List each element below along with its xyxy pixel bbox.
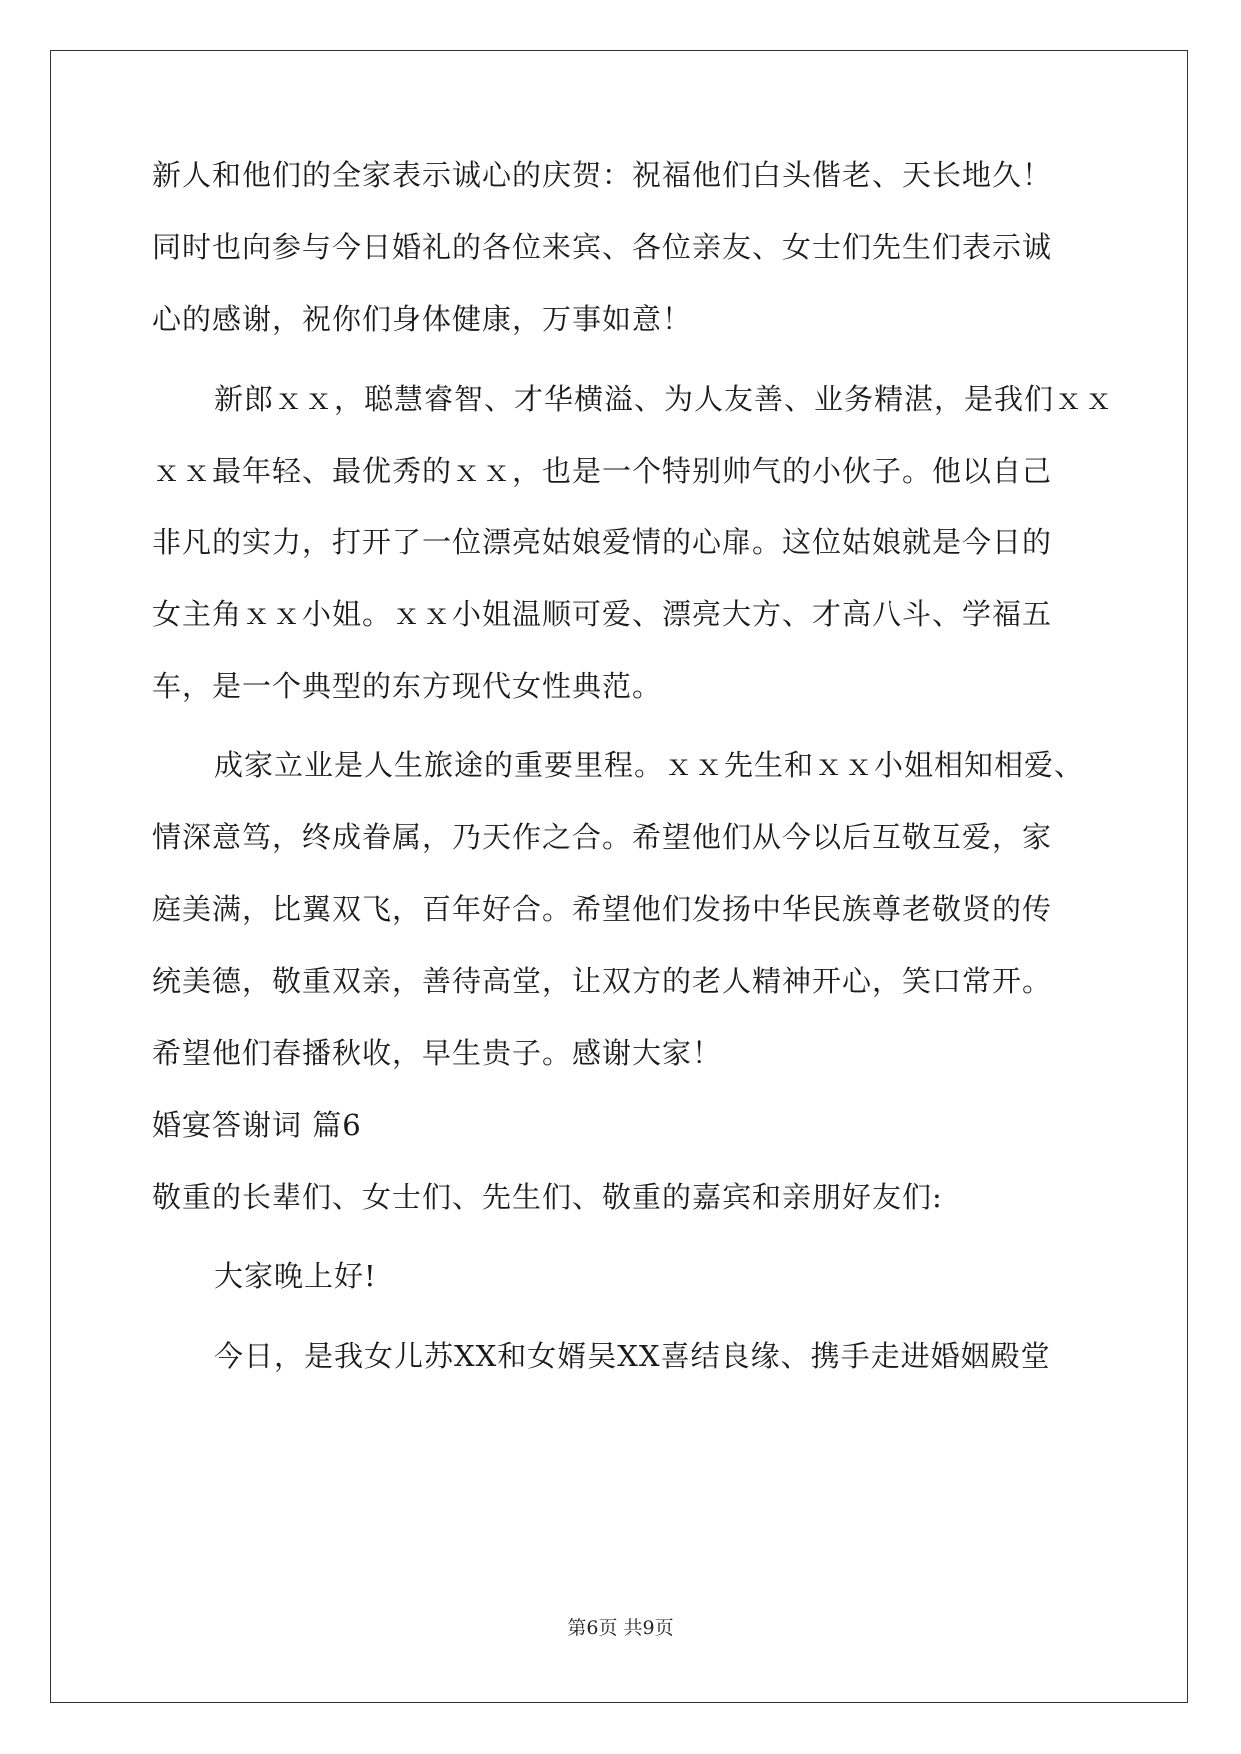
page-number: 第6页 共9页 [567, 1617, 674, 1639]
text-line: 新郎ｘｘ，聪慧睿智、才华横溢、为人友善、业务精湛，是我们ｘｘ [214, 382, 1115, 416]
text-line: 希望他们春播秋收，早生贵子。感谢大家！ [152, 1036, 723, 1070]
text-line: 情深意笃，终成眷属，乃天作之合。希望他们从今以后互敬互爱，家 [152, 820, 1053, 854]
text-line: 非凡的实力，打开了一位漂亮姑娘爱情的心扉。这位姑娘就是今日的 [152, 525, 1053, 559]
text-line: 今日，是我女儿苏XX和女婿吴XX喜结良缘、携手走进婚姻殿堂 [214, 1339, 1051, 1373]
text-line: 统美德，敬重双亲，善待高堂，让双方的老人精神开心，笑口常开。 [152, 964, 1053, 998]
page-border [50, 50, 1188, 1703]
text-line: ｘｘ最年轻、最优秀的ｘｘ，也是一个特别帅气的小伙子。他以自己 [152, 454, 1053, 488]
text-line: 成家立业是人生旅途的重要里程。ｘｘ先生和ｘｘ小姐相知相爱、 [214, 748, 1085, 782]
text-line: 同时也向参与今日婚礼的各位来宾、各位亲友、女士们先生们表示诚 [152, 230, 1053, 264]
text-line: 新人和他们的全家表示诚心的庆贺：祝福他们白头偕老、天长地久！ [152, 158, 1053, 192]
text-line: 心的感谢，祝你们身体健康，万事如意！ [152, 302, 693, 336]
text-line: 大家晚上好! [214, 1259, 377, 1293]
text-line: 敬重的长辈们、女士们、先生们、敬重的嘉宾和亲朋好友们: [152, 1180, 943, 1214]
text-line: 庭美满，比翼双飞，百年好合。希望他们发扬中华民族尊老敬贤的传 [152, 892, 1053, 926]
section-heading: 婚宴答谢词 篇6 [152, 1108, 362, 1142]
text-line: 女主角ｘｘ小姐。ｘｘ小姐温顺可爱、漂亮大方、才高八斗、学福五 [152, 597, 1053, 631]
text-line: 车，是一个典型的东方现代女性典范。 [152, 669, 663, 703]
